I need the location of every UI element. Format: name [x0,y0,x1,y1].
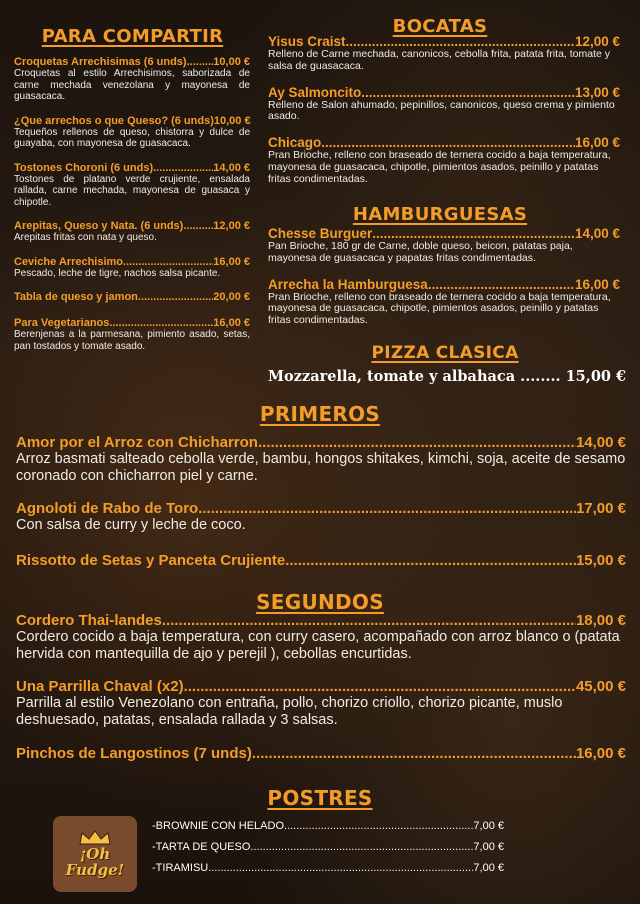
section-title-primeros: PRIMEROS [259,402,381,426]
item-name: -TARTA DE QUESO [152,841,251,853]
menu-item [14,256,250,280]
menu-item [268,135,620,185]
item-price: 45,00 € [575,678,626,695]
item-name: Croquetas Arrechisimas (6 unds) [14,56,187,68]
item-description: Arepitas fritas con nata y queso. [14,232,157,243]
item-price: 20,00 € [213,291,250,303]
item-price: 10,00 € [213,56,250,68]
item-price: 14,00 € [574,226,620,241]
section-title-bocatas: BOCATAS [392,16,488,37]
item-description: Tequeños rellenos de queso, chistorra y dulce de guayaba, con mayonesa de guasacaca. [14,126,250,149]
item-description: Pran Brioche, relleno con braseado de ternera cocido a baja temperatura, mayonesa de guasacaca, chipotle, pimientos asados, peinillo y patatas fritas condimentadas. [268,149,611,185]
item-description: Croquetas al estilo Arrechisimos, saborizada de carne mechada venezolana y mayonesa de guasacaca. [14,68,250,102]
item-name: Arrecha la Hamburguesa [268,276,428,292]
menu-item [16,434,626,485]
item-price: 16,00 € [575,745,626,762]
item-name: Yisus Craist [268,34,346,49]
item-price: 13,00 € [574,84,620,100]
item-description: Arroz basmati salteado cebolla verde, bambu, hongos shitakes, kimchi, soja, aceite de sesamo coronado con chicharron piel y carne. [16,451,626,484]
item-name: Tostones Choroni (6 unds) [14,161,154,174]
item-name: Arepitas, Queso y Nata. (6 unds) [14,220,184,232]
item-description: Pran Brioche, relleno con braseado de ternera cocido a baja temperatura, mayonesa de guasacaca, chipotle, pimientos asados, peinillo y patatas fritas condimentadas. [268,290,611,327]
postres-list [152,820,504,874]
item-name: Cordero Thai-landes [16,612,162,629]
pizza-line: Mozzarella, tomate y albahaca ........ 15,00 € [268,368,627,385]
item-name: Una Parrilla Chaval (x2) [16,678,184,695]
hamburguesas-list [268,226,620,327]
item-description: Relleno de Salon ahumado, pepinillos, canonicos, queso crema y pimiento asado. [268,98,615,123]
item-price: 7,00 € [473,820,504,832]
menu-item [14,56,250,103]
menu-item [268,277,620,327]
logo-text: ¡Oh Fudge! [65,845,125,879]
item-description: Cordero cocido a baja temperatura, con curry casero, acompañado con arroz blanco o (patata hervida con mantequilla de ajo y perejil ), cebollas encurtidas. [16,629,620,662]
item-description: Pescado, leche de tigre, nachos salsa picante. [14,267,221,279]
item-description: Tostones de platano verde crujiente, ensalada rallada, carne mechada, mayonesa de guasaca y chipotle. [14,173,250,208]
item-name: Ay Salmoncito [268,84,362,100]
menu-item [16,678,626,729]
item-price: 16,00 € [213,317,250,329]
item-name: Chesse Burguer [268,226,373,241]
item-name: -TIRAMISU [152,862,209,874]
item-price: 12,00 € [574,34,620,49]
oh-fudge-logo [53,816,137,892]
item-price: 17,00 € [575,500,626,517]
item-name: Agnoloti de Rabo de Toro [16,500,199,517]
item-name: Rissotto de Setas y Panceta Crujiente [16,552,286,569]
item-price: 7,00 € [473,862,504,874]
menu-item [268,34,620,73]
item-description: Berenjenas a la parmesana, pimiento asado, setas, pan tostados y tomate asado. [14,329,250,352]
item-price: 16,00 € [574,276,620,292]
dessert-item [152,841,504,853]
para-compartir-list [14,56,250,352]
item-description: Pan Brioche, 180 gr de Carne, doble queso, beicon, patatas paja, mayonesa de guasacaca y papatas fritas condimentadas. [268,240,573,264]
item-price: 10,00 € [213,114,251,127]
menu-item [16,745,626,762]
item-name: Para Vegetarianos [14,317,110,329]
item-price: 16,00 € [574,135,620,151]
item-price: 12,00 € [213,220,250,232]
menu-item [14,317,250,352]
item-name: Pinchos de Langostinos (7 unds) [16,745,252,762]
menu-item [268,85,620,124]
item-price: 14,00 € [213,161,250,174]
item-price: 7,00 € [473,841,504,853]
item-name: Tabla de queso y jamon [14,291,138,303]
menu-item [14,162,250,209]
item-description: Relleno de Carne mechada, canonicos, cebolla frita, patata frita, tomate y salsa de guasacaca. [268,48,611,72]
segundos-list [16,612,626,762]
primeros-list [16,434,626,569]
item-price: 14,00 € [575,434,626,451]
menu-item [14,291,250,303]
section-title-postres: POSTRES [267,786,373,810]
crown-icon [78,830,112,846]
item-name: -BROWNIE CON HELADO [152,820,285,832]
item-name: ¿Que arrechos o que Queso? (6 unds) [14,114,214,127]
item-description: Parrilla al estilo Venezolano con entraña, pollo, chorizo criollo, chorizo picante, muslo deshuesado, patatas, ensalada rallada y 3 salsas. [16,695,563,728]
menu-item [14,220,250,244]
item-name: Chicago [268,135,322,151]
bocatas-list [268,34,620,186]
item-name: Ceviche Arrechisimo [14,255,124,268]
section-title-pizza: PIZZA CLASICA [371,343,519,363]
item-price: 16,00 € [213,255,250,268]
dessert-item [152,862,504,874]
item-price: 15,00 € [575,552,626,569]
menu-item [16,552,626,569]
item-name: Amor por el Arroz con Chicharron [16,434,258,451]
menu-item [14,115,250,150]
item-price: 18,00 € [575,612,626,629]
section-title-segundos: SEGUNDOS [256,590,384,614]
item-description: Con salsa de curry y leche de coco. [16,517,246,533]
menu-item [268,226,620,265]
menu-item [16,500,626,534]
section-title-hamburguesas: HAMBURGUESAS [352,204,528,225]
dessert-item [152,820,504,832]
menu-item [16,612,626,663]
section-title-para-compartir: PARA COMPARTIR [41,26,224,47]
